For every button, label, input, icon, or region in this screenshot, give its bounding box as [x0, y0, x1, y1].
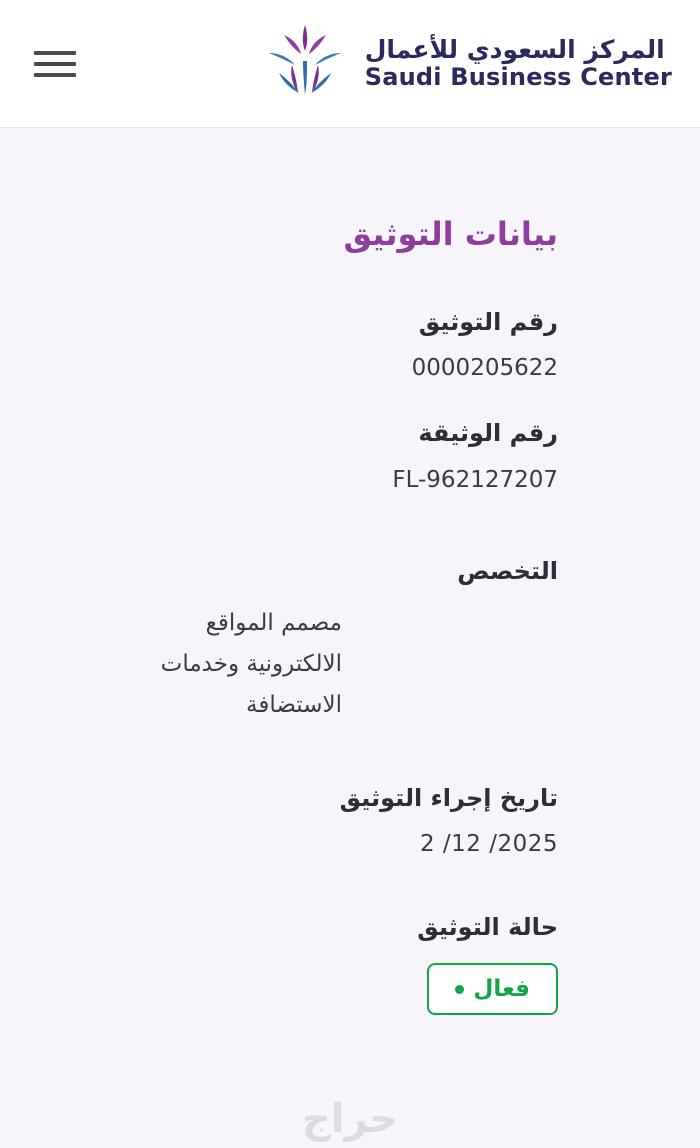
brand-name-arabic: المركز السعودي للأعمال [364, 35, 665, 65]
field-documentation-date [0, 782, 558, 814]
status-badge-row [0, 963, 558, 1015]
saudi-business-center-logo-icon [259, 21, 351, 107]
field-documentation-status [0, 911, 558, 943]
status-dot-icon [455, 985, 464, 994]
field-label: التخصص [457, 557, 558, 586]
field-label: حالة التوثيق [417, 912, 558, 941]
value-document-number [0, 464, 558, 497]
value-documentation-date [0, 831, 558, 857]
documentation-details-panel [0, 214, 700, 1015]
field-document-number [0, 417, 558, 449]
field-value: 0000205622 [411, 354, 558, 381]
field-label: رقم الوثيقة [418, 419, 558, 448]
status-badge [427, 963, 558, 1015]
field-documentation-number [0, 306, 558, 338]
value-documentation-number [0, 352, 558, 385]
field-label: رقم التوثيق [418, 307, 558, 336]
value-specialization [0, 603, 558, 726]
brand-text [365, 36, 672, 91]
status-badge-label: فعال [473, 976, 530, 1003]
app-header [0, 0, 700, 128]
brand-name-english: Saudi Business Center [364, 63, 672, 92]
field-value: FL-962127207 [392, 466, 558, 493]
brand-logo-block [259, 21, 672, 107]
menu-line-1 [34, 51, 76, 55]
watermark: حراج [301, 1096, 399, 1142]
page-title: بيانات التوثيق [343, 215, 558, 253]
hamburger-menu-icon[interactable] [34, 47, 76, 81]
menu-line-3 [34, 73, 76, 77]
field-value: 2 /12 /2025 [419, 830, 558, 857]
field-label: تاريخ إجراء التوثيق [339, 784, 558, 813]
field-specialization [0, 555, 558, 587]
menu-line-2 [34, 62, 76, 66]
field-value: مصمم المواقع الالكترونية وخدمات الاستضافة [160, 610, 342, 719]
